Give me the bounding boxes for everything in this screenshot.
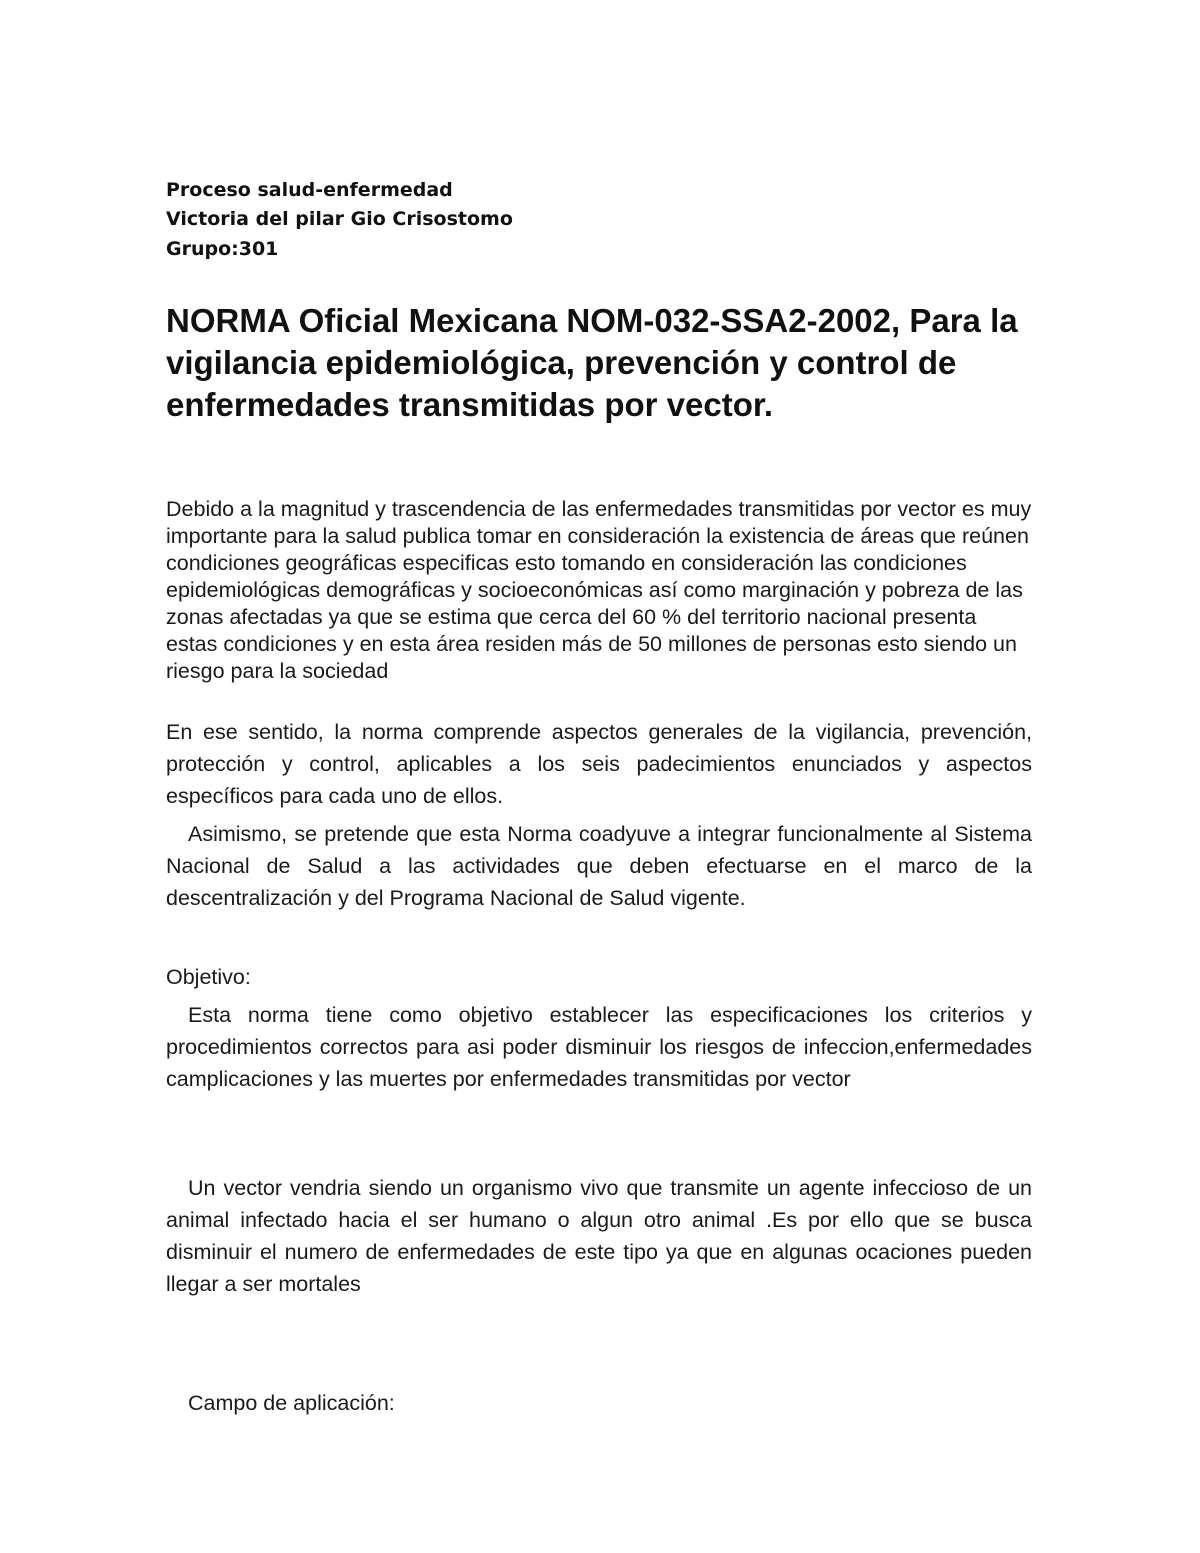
objective-paragraph: Esta norma tiene como objetivo establecer las especificaciones los criterios y procedimientos correctos para asi poder disminuir los riesgos de infeccion,enfermedades camplicaciones y las muertes por enfermedades transmitidas por vector bbox=[166, 1003, 1032, 1091]
course-name: Proceso salud-enfermedad bbox=[166, 179, 453, 201]
intro-paragraph: Debido a la magnitud y trascendencia de las enfermedades transmitidas por vector es muy importante para la salud publica tomar en consideración la existencia de áreas que reúnen condiciones geográficas especificas esto tomando en consideración las condiciones epidemiológicas demográficas y socioeconómicas así como marginación y pobreza de las zonas afectadas ya que se estima que cerca del 60 % del territorio nacional presenta estas condiciones y en esta área residen más de 50 millones de personas esto siendo un riesgo para la sociedad bbox=[166, 497, 1032, 683]
document-title: NORMA Oficial Mexicana NOM-032-SSA2-2002, Para la vigilancia epidemiológica, prevención y control de enfermedades transmitidas por vector. bbox=[166, 302, 1018, 423]
objective-heading: Objetivo: bbox=[166, 965, 251, 989]
student-name: Victoria del pilar Gio Crisostomo bbox=[166, 208, 513, 230]
scope-sense-paragraph: En ese sentido, la norma comprende aspectos generales de la vigilancia, prevención, protección y control, aplicables a los seis padecimientos enunciados y aspectos específicos para cada uno de ellos. bbox=[166, 720, 1032, 808]
field-of-application-heading: Campo de aplicación: bbox=[188, 1391, 395, 1415]
vector-paragraph: Un vector vendria siendo un organismo vivo que transmite un agente infeccioso de un animal infectado hacia el ser humano o algun otro animal .Es por ello que se busca disminuir el numero de enfermedades de este tipo ya que en algunas ocaciones pueden llegar a ser mortales bbox=[166, 1176, 1032, 1296]
likewise-paragraph: Asimismo, se pretende que esta Norma coadyuve a integrar funcionalmente al Sistema Nacional de Salud a las actividades que deben efectuarse en el marco de la descentralización y del Programa Nacional de Salud vigente. bbox=[166, 822, 1032, 910]
group-number: Grupo:301 bbox=[166, 238, 279, 260]
